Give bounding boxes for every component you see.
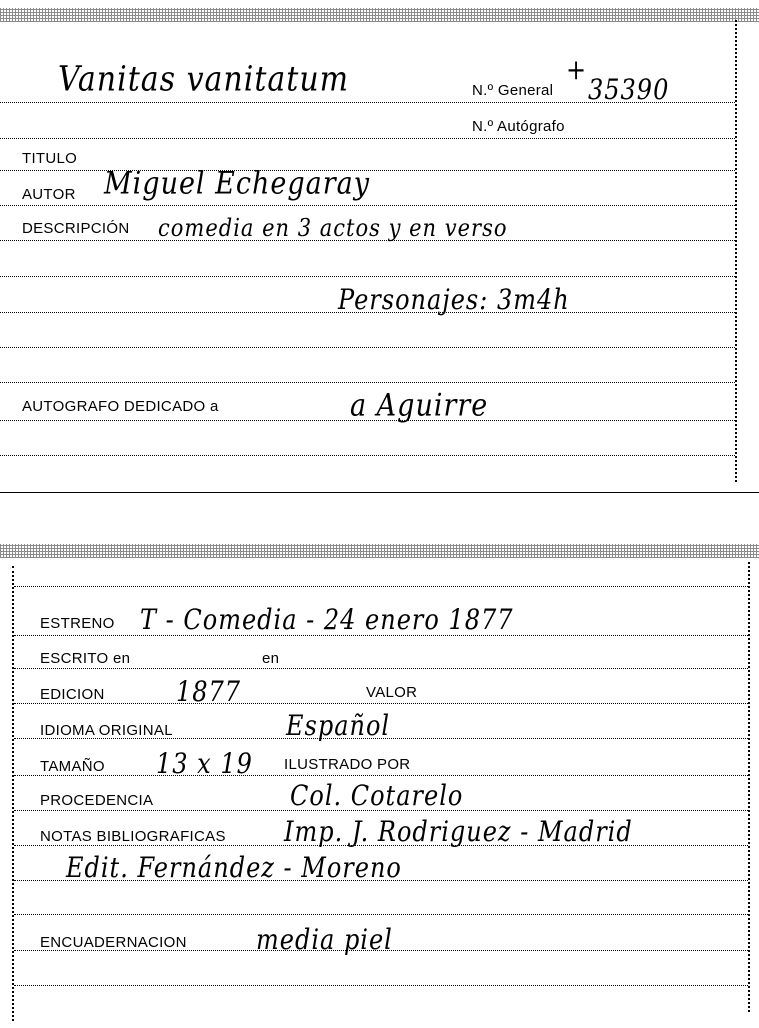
edicion-handwriting: 1877 [176,675,242,709]
encuadernacion-label: ENCUADERNACION [40,934,187,951]
dedicado-handwriting: a Aguirre [350,387,489,424]
card-edge-right-2 [748,562,750,1012]
card-edge-right [735,20,737,482]
general-number-mark: + [566,53,588,87]
ilustrado-label: ILUSTRADO POR [284,756,411,773]
valor-label: VALOR [366,684,418,701]
general-number-value: 35390 [588,73,670,107]
personajes-handwriting: Personajes: 3m4h [338,283,570,317]
general-number-label: N.º General [472,82,554,99]
escrito-label: ESCRITO en [40,650,131,667]
descripcion-label: DESCRIPCIÓN [22,220,130,237]
encuadernacion-handwriting: media piel [256,923,393,957]
titulo-label: TITULO [22,150,78,167]
catalog-card-1 [0,0,759,492]
estreno-handwriting: T - Comedia - 24 enero 1877 [140,603,514,637]
estreno-label: ESTRENO [40,615,115,632]
descripcion-handwriting: comedia en 3 actos y en verso [158,214,508,242]
catalog-card-2 [0,540,759,1028]
scan-noise-top [0,8,759,22]
edicion-label: EDICION [40,686,105,703]
notas-label: NOTAS BIBLIOGRAFICAS [40,828,226,845]
autor-label: AUTOR [22,186,76,203]
procedencia-handwriting: Col. Cotarelo [290,779,464,813]
tamano-label: TAMAÑO [40,758,105,775]
autor-handwriting: Miguel Echegaray [104,165,370,202]
title-handwriting: Vanitas vanitatum [58,59,350,100]
tamano-handwriting: 13 x 19 [156,747,253,781]
autograph-number-label: N.º Autógrafo [472,118,565,135]
idioma-handwriting: Español [286,709,391,743]
notas-handwriting-2: Edit. Fernández - Moreno [66,851,402,885]
procedencia-label: PROCEDENCIA [40,792,154,809]
dedicado-label: AUTOGRAFO DEDICADO a [22,398,219,415]
escrito-en-label: en [262,650,280,667]
card-separator [0,492,759,493]
scan-noise-top-2 [0,544,759,558]
idioma-label: IDIOMA ORIGINAL [40,722,173,739]
notas-handwriting: Imp. J. Rodriguez - Madrid [284,815,633,849]
